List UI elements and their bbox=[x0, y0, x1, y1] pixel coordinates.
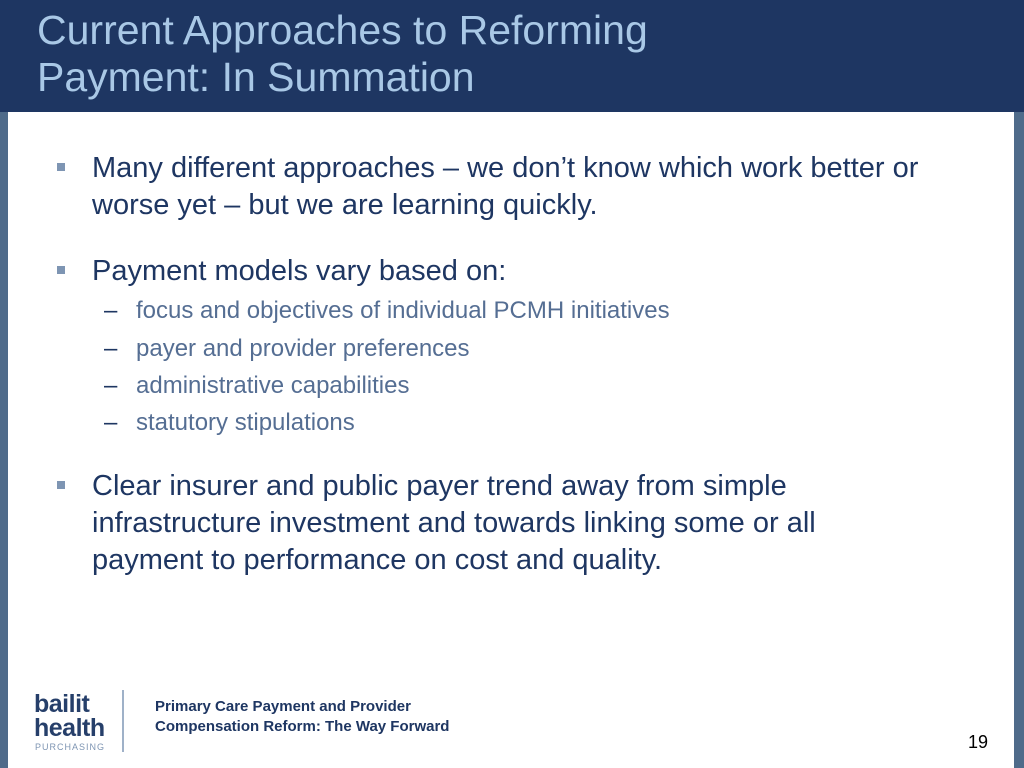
dash-bullet-icon: – bbox=[104, 409, 118, 436]
square-bullet-icon bbox=[57, 266, 65, 274]
sub-bullet-text: statutory stipulations bbox=[136, 409, 355, 436]
footer-divider bbox=[122, 690, 124, 752]
sub-bullet-item bbox=[8, 334, 1014, 364]
square-bullet-icon bbox=[57, 163, 65, 171]
page-number: 19 bbox=[967, 732, 988, 752]
dash-bullet-icon: – bbox=[104, 372, 118, 399]
sub-bullet-item bbox=[8, 296, 1014, 326]
sub-bullet-text: administrative capabilities bbox=[136, 372, 410, 399]
dash-bullet-icon: – bbox=[104, 297, 118, 324]
sub-bullet-item bbox=[8, 371, 1014, 401]
sub-bullet-item bbox=[8, 408, 1014, 438]
square-bullet-icon bbox=[57, 481, 65, 489]
dash-bullet-icon: – bbox=[104, 335, 118, 362]
bullet-text: Clear insurer and public payer trend away from simple infrastructure investment and towards linking some or all payment to performance on cost and quality. bbox=[92, 470, 816, 576]
sub-bullet-text: payer and provider preferences bbox=[136, 335, 470, 362]
logo-text-bailit: bailit bbox=[34, 690, 90, 718]
sub-bullet-text: focus and objectives of individual PCMH initiatives bbox=[136, 297, 670, 324]
footer-title: Primary Care Payment and Provider Compensation Reform: The Way Forward bbox=[155, 698, 450, 735]
bullet-text: Payment models vary based on: bbox=[92, 255, 507, 287]
slide-title: Current Approaches to Reforming Payment: In Summation bbox=[37, 7, 648, 100]
logo-text-health: health bbox=[34, 714, 105, 742]
content-area bbox=[8, 112, 1014, 768]
bullet-text: Many different approaches – we don’t know which work better or worse yet – but we are learning quickly. bbox=[92, 152, 919, 221]
logo-text-purchasing: PURCHASING bbox=[35, 742, 106, 752]
bailit-health-logo bbox=[34, 692, 134, 754]
title-bar bbox=[0, 0, 1024, 112]
